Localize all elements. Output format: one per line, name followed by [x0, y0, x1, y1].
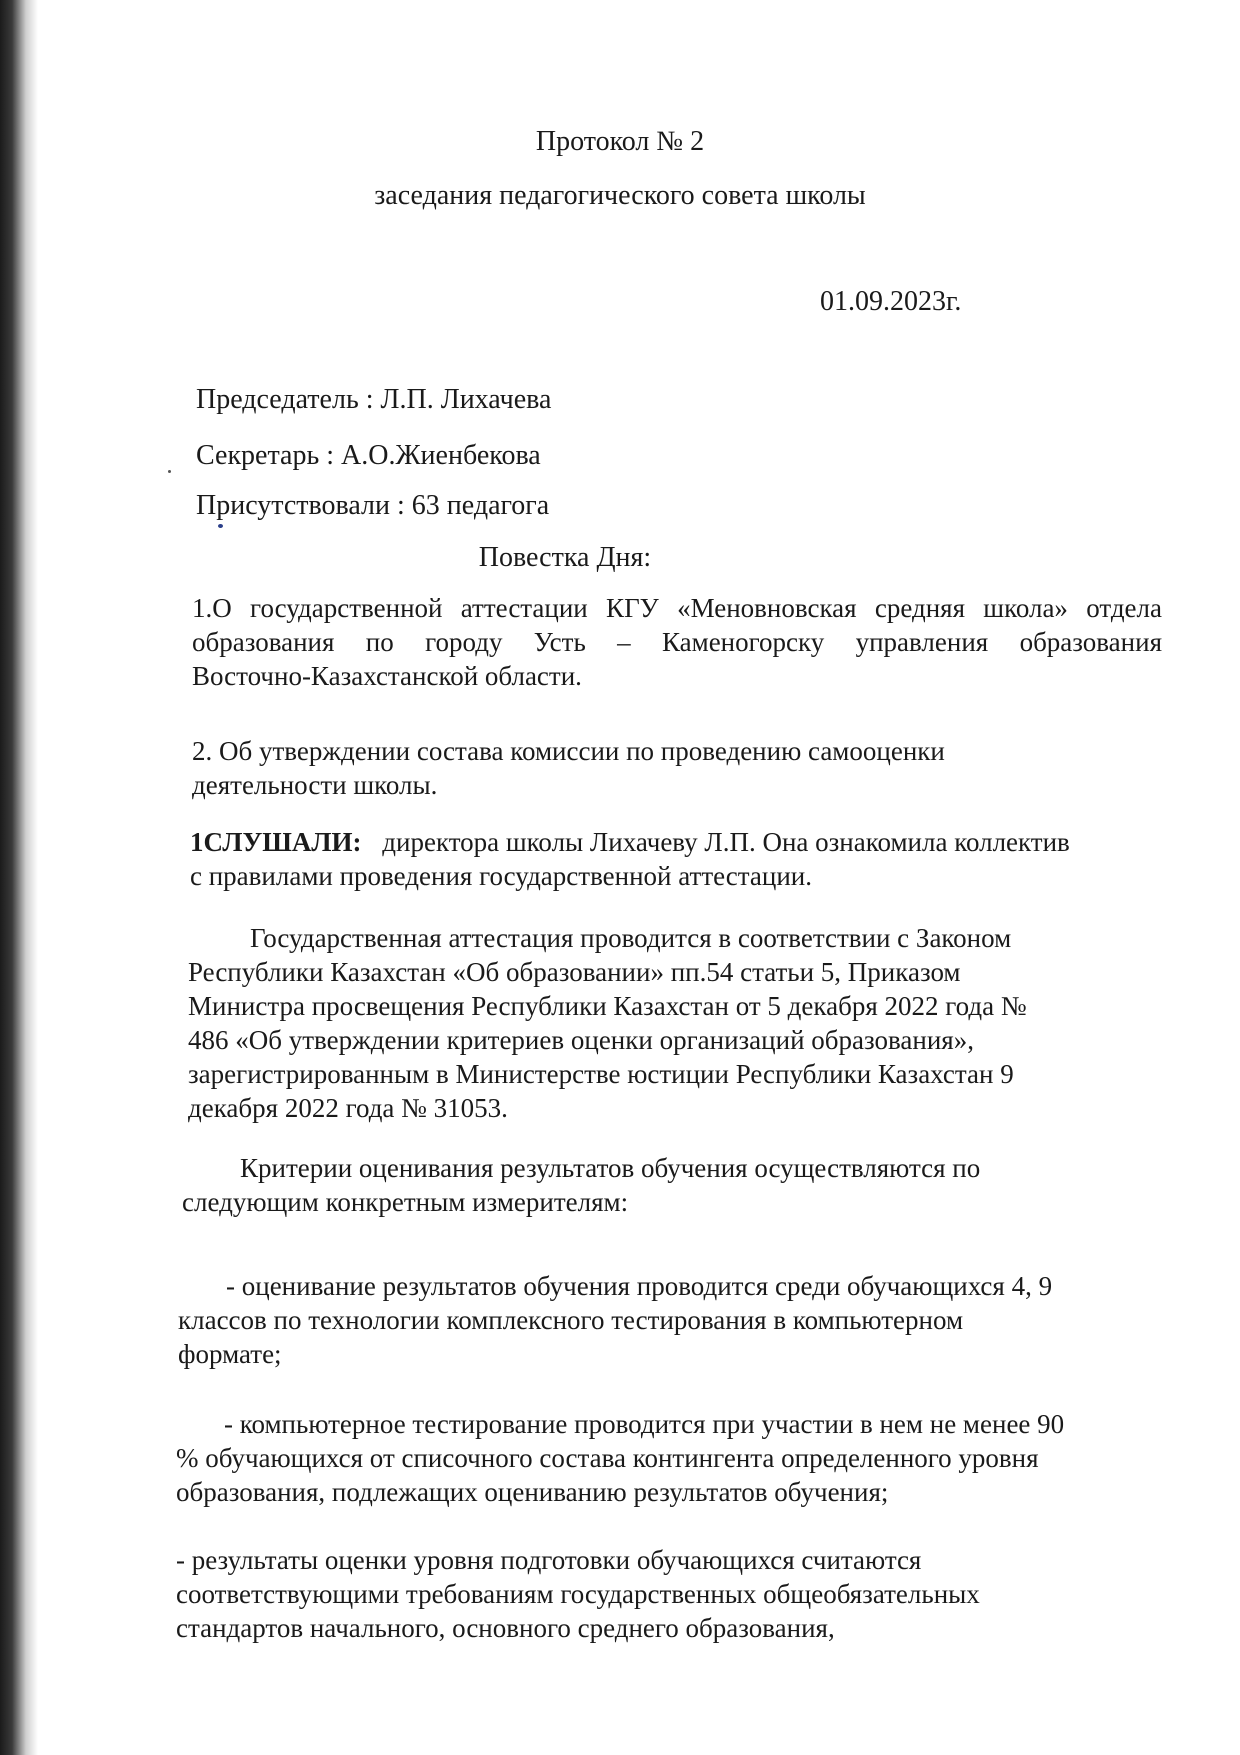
- paragraph1-line-5: зарегистрированным в Министерстве юстиции Республики Казахстан 9: [188, 1059, 1014, 1089]
- paragraph1-line-3: Министра просвещения Республики Казахстан от 5 декабря 2022 года №: [188, 991, 1027, 1021]
- paragraph1-line-4: 486 «Об утверждении критериев оценки организаций образования»,: [188, 1025, 974, 1055]
- present-line: Присутствовали : 63 педагога: [196, 490, 550, 521]
- bullet3-line-3: стандартов начального, основного среднего образования,: [176, 1613, 835, 1643]
- bullet2-line-1: - компьютерное тестирование проводится при участии в нем не менее 90: [224, 1409, 1065, 1439]
- agenda-item-2-line-2: деятельности школы.: [192, 770, 438, 800]
- heard-label: 1СЛУШАЛИ:: [190, 827, 362, 857]
- bullet2-line-3: образования, подлежащих оцениванию результатов обучения;: [176, 1477, 889, 1507]
- secretary-line: Секретарь : А.О.Жиенбекова: [196, 440, 541, 471]
- protocol-subtitle: заседания педагогического совета школы: [374, 180, 866, 211]
- paragraph1-line-2: Республики Казахстан «Об образовании» пп.54 статьи 5, Приказом: [188, 957, 961, 987]
- bullet1-line-1: - оценивание результатов обучения проводится среди обучающихся 4, 9: [226, 1271, 1053, 1301]
- paragraph2-line-2: следующим конкретным измерителям:: [182, 1187, 629, 1217]
- agenda-item-1-line-3: Восточно-Казахстанской области.: [192, 661, 582, 691]
- agenda-item-2-line-1: 2. Об утверждении состава комиссии по проведению самооценки: [192, 736, 945, 766]
- agenda-heading: Повестка Дня:: [478, 542, 652, 573]
- scan-edge-shadow: [0, 0, 38, 1755]
- bullet2-line-2: % обучающихся от списочного состава контингента определенного уровня: [176, 1443, 1039, 1473]
- scan-speck: [218, 524, 223, 528]
- heard-line-1: [190, 826, 1070, 858]
- protocol-date: 01.09.2023г.: [820, 286, 962, 317]
- bullet1-line-2: классов по технологии комплексного тестирования в компьютерном: [178, 1305, 964, 1335]
- heard-text: директора школы Лихачеву Л.П. Она ознакомила коллектив: [382, 827, 1070, 857]
- scan-speck: [168, 470, 171, 473]
- chair-line: Председатель : Л.П. Лихачева: [196, 384, 552, 415]
- bullet3-line-2: соответствующими требованиям государственных общеобязательных: [176, 1579, 980, 1609]
- agenda-item-1-line-2: образования по городу Усть – Каменогорску управления образования: [192, 627, 1162, 657]
- bullet3-line-1: - результаты оценки уровня подготовки обучающихся считаются: [176, 1545, 922, 1575]
- paragraph1-line-1: Государственная аттестация проводится в соответствии с Законом: [250, 923, 1012, 953]
- protocol-title: Протокол № 2: [535, 126, 705, 157]
- paragraph1-line-6: декабря 2022 года № 31053.: [188, 1093, 508, 1123]
- bullet1-line-3: формате;: [178, 1339, 282, 1369]
- paragraph2-line-1: Критерии оценивания результатов обучения осуществляются по: [240, 1153, 981, 1183]
- agenda-item-1-line-1: 1.О государственной аттестации КГУ «Меновновская средняя школа» отдела: [192, 593, 1162, 623]
- heard-line-2: с правилами проведения государственной аттестации.: [190, 861, 812, 891]
